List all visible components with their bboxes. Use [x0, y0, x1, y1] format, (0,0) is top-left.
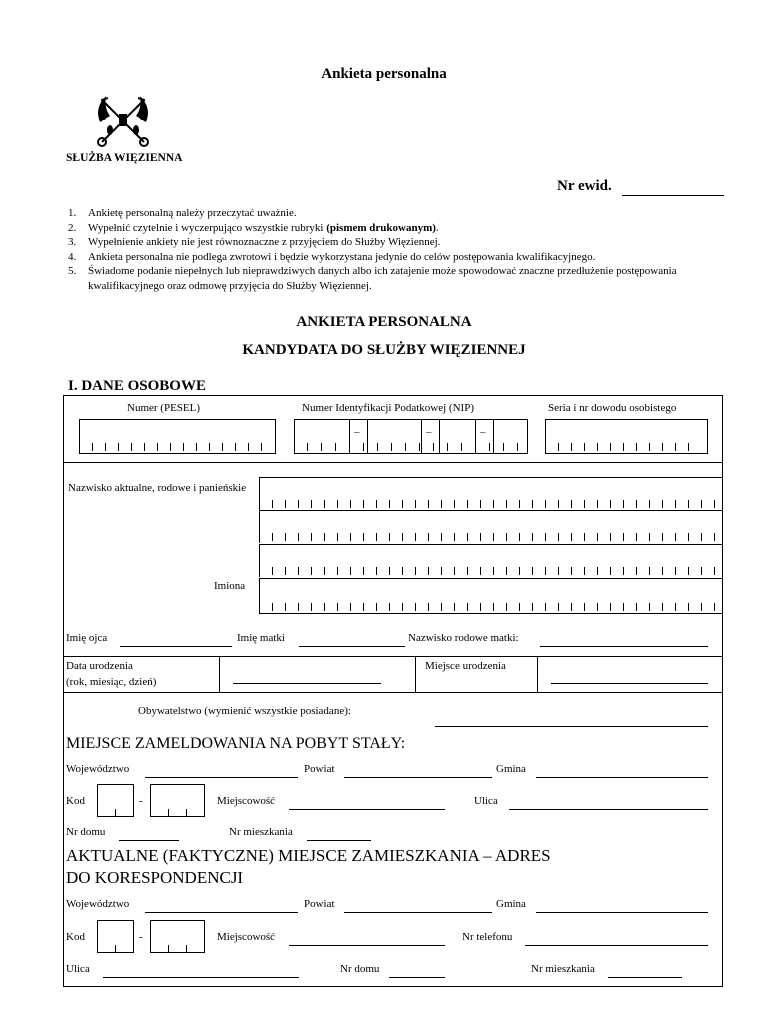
- father-name-label: Imię ojca: [66, 632, 108, 644]
- curr-flat-no-field[interactable]: [608, 977, 682, 978]
- instruction-item: 3. Wypełnienie ankiety nie jest równoznaczne z przyjęciem do Służby Więziennej.: [68, 236, 441, 249]
- perm-flat-no-label: Nr mieszkania: [229, 826, 293, 838]
- birth-date-label: Data urodzenia: [66, 660, 133, 672]
- organization-name: SŁUŻBA WIĘZIENNA: [66, 152, 183, 164]
- birth-date-field[interactable]: [233, 683, 381, 684]
- nip-separator: –: [426, 426, 432, 438]
- postcode-underline: [150, 952, 205, 953]
- citizenship-label: Obywatelstwo (wymienić wszystkie posiadane):: [138, 705, 351, 717]
- curr-commune-field[interactable]: [536, 912, 708, 913]
- nr-ewid-field[interactable]: [622, 195, 724, 196]
- cell-divider: [415, 656, 416, 692]
- cell-divider: [537, 656, 538, 692]
- curr-phone-field[interactable]: [525, 945, 708, 946]
- curr-house-no-label: Nr domu: [340, 963, 380, 975]
- form-title: ANKIETA PERSONALNA: [296, 314, 472, 330]
- cell-divider: [219, 656, 220, 692]
- perm-commune-field[interactable]: [536, 777, 708, 778]
- postcode-underline: [97, 952, 134, 953]
- curr-street-label: Ulica: [66, 963, 90, 975]
- instruction-item: 2. Wypełnić czytelnie i wyczerpująco wszystkie rubryki (pismem drukowanym).: [68, 221, 439, 234]
- perm-postcode-part1[interactable]: [97, 784, 134, 817]
- instruction-item: 4. Ankieta personalna nie podlega zwrotowi i będzie wykorzystana jedynie do celów postępowania kwalifikacyjnego.: [68, 250, 596, 263]
- current-address-title: AKTUALNE (FAKTYCZNE) MIEJSCE ZAMIESZKANIA – ADRES: [66, 846, 551, 865]
- mother-maiden-name-field[interactable]: [540, 646, 708, 647]
- surname-input-3[interactable]: [259, 544, 723, 577]
- crossed-keys-emblem-icon: [94, 92, 152, 148]
- perm-voivodeship-label: Województwo: [66, 763, 130, 775]
- nip-input[interactable]: [294, 419, 528, 454]
- perm-city-label: Miejscowość: [217, 795, 276, 807]
- perm-voivodeship-field[interactable]: [145, 777, 298, 778]
- permanent-address-title: MIEJSCE ZAMELDOWANIA NA POBYT STAŁY:: [66, 735, 406, 752]
- surname-input-1[interactable]: [259, 477, 723, 510]
- instruction-item: 5. Świadome podanie niepełnych lub nieprawdziwych danych albo ich zatajenie może spowodować znaczne przedłużenie postępowania kwalifikacyjnego oraz odmowę przyjęcia do Służby Więziennej.: [68, 265, 677, 292]
- perm-postcode-sep: -: [139, 795, 143, 807]
- curr-county-field[interactable]: [344, 912, 492, 913]
- curr-commune-label: Gmina: [496, 898, 526, 910]
- birth-place-label: Miejsce urodzenia: [425, 660, 506, 672]
- perm-house-no-field[interactable]: [119, 840, 179, 841]
- curr-phone-label: Nr telefonu: [462, 931, 513, 943]
- names-label: Imiona: [214, 580, 246, 592]
- nip-label: Numer Identyfikacji Podatkowej (NIP): [302, 402, 474, 414]
- perm-postcode-part2[interactable]: [150, 784, 205, 817]
- curr-city-label: Miejscowość: [217, 931, 276, 943]
- citizenship-field[interactable]: [435, 726, 708, 727]
- mother-maiden-name-label: Nazwisko rodowe matki:: [408, 632, 519, 644]
- surname-input-2[interactable]: [259, 510, 723, 543]
- birth-date-hint: (rok, miesiąc, dzień): [66, 676, 157, 688]
- perm-flat-no-field[interactable]: [307, 840, 371, 841]
- pesel-input[interactable]: [79, 419, 276, 454]
- father-name-field[interactable]: [120, 646, 232, 647]
- form-subtitle: KANDYDATA DO SŁUŻBY WIĘZIENNEJ: [242, 342, 526, 358]
- perm-postcode-label: Kod: [66, 795, 85, 807]
- row-divider: [63, 462, 723, 463]
- current-address-title-cont: DO KORESPONDENCJI: [66, 868, 244, 887]
- row-divider: [63, 692, 723, 693]
- curr-county-label: Powiat: [304, 898, 335, 910]
- postcode-underline: [97, 816, 134, 817]
- perm-city-field[interactable]: [289, 809, 445, 810]
- curr-postcode-label: Kod: [66, 931, 85, 943]
- postcode-underline: [150, 816, 205, 817]
- curr-postcode-part1[interactable]: [97, 920, 134, 953]
- curr-postcode-part2[interactable]: [150, 920, 205, 953]
- id-card-input[interactable]: [545, 419, 708, 454]
- perm-county-label: Powiat: [304, 763, 335, 775]
- instruction-item: 1. Ankietę personalną należy przeczytać uważnie.: [68, 207, 297, 219]
- perm-street-label: Ulica: [474, 795, 498, 807]
- curr-city-field[interactable]: [289, 945, 445, 946]
- id-card-label: Seria i nr dowodu osobistego: [548, 402, 677, 414]
- mother-name-field[interactable]: [299, 646, 405, 647]
- instructions-list: [66, 206, 746, 294]
- row-divider: [63, 656, 723, 657]
- nr-ewid-label: Nr ewid.: [557, 178, 612, 194]
- pesel-label: Numer (PESEL): [127, 402, 201, 414]
- perm-street-field[interactable]: [509, 809, 708, 810]
- birth-place-field[interactable]: [551, 683, 708, 684]
- curr-voivodeship-field[interactable]: [145, 912, 298, 913]
- curr-flat-no-label: Nr mieszkania: [531, 963, 595, 975]
- perm-commune-label: Gmina: [496, 763, 526, 775]
- curr-voivodeship-label: Województwo: [66, 898, 130, 910]
- perm-county-field[interactable]: [344, 777, 492, 778]
- curr-house-no-field[interactable]: [389, 977, 445, 978]
- nip-separator: –: [480, 426, 486, 438]
- curr-street-field[interactable]: [103, 977, 299, 978]
- section-personal-data-title: I. DANE OSOBOWE: [68, 378, 206, 394]
- perm-house-no-label: Nr domu: [66, 826, 106, 838]
- surname-label: Nazwisko aktualne, rodowe i panieńskie: [68, 482, 247, 494]
- nip-separator: –: [354, 426, 360, 438]
- names-input[interactable]: [259, 578, 723, 614]
- mother-name-label: Imię matki: [237, 632, 285, 644]
- curr-postcode-sep: -: [139, 931, 143, 943]
- document-title: Ankieta personalna: [321, 66, 447, 82]
